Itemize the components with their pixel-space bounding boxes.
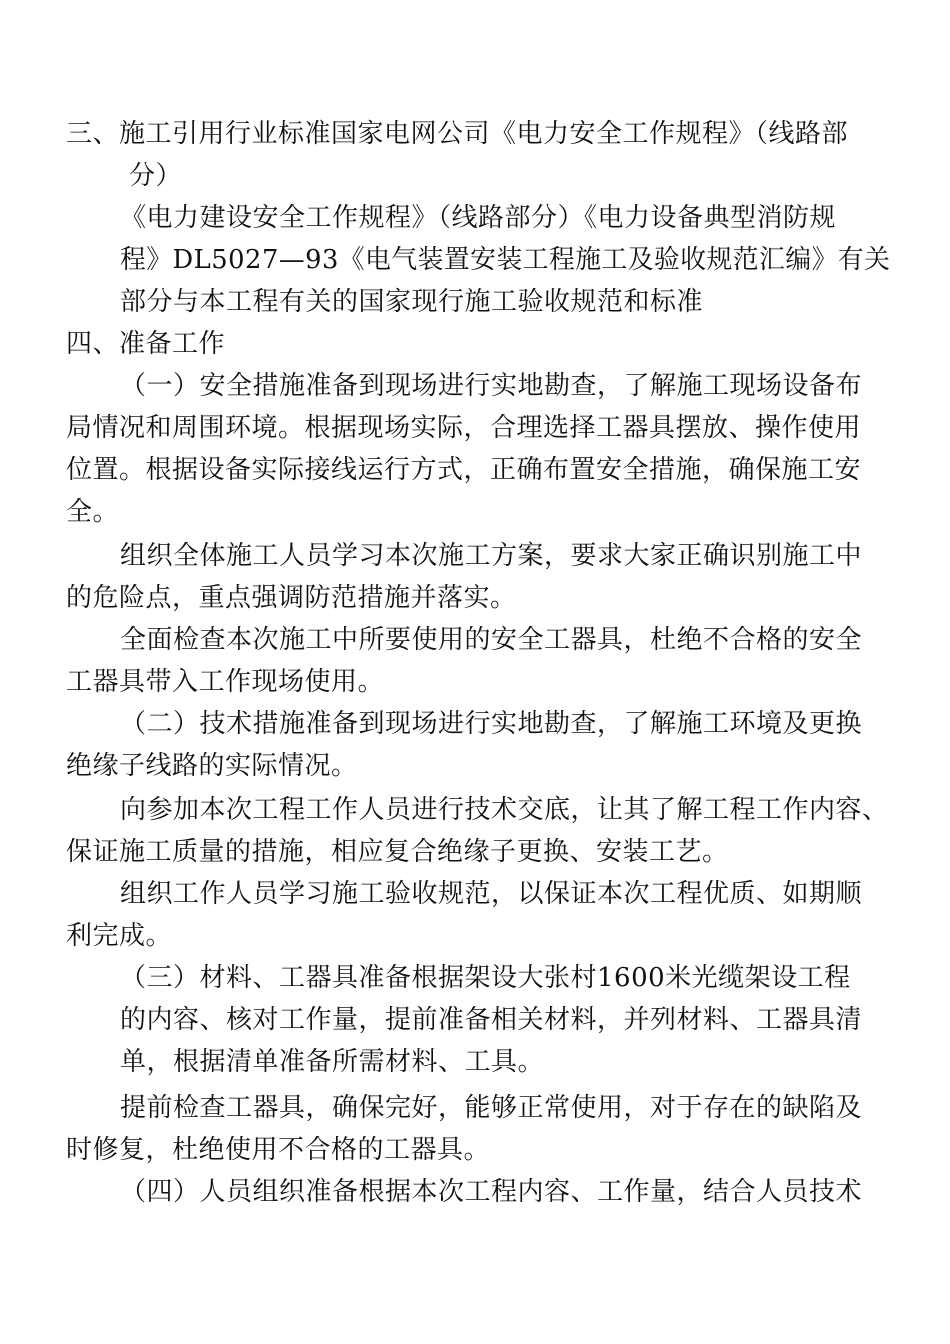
line-3: 《电力建设安全工作规程》（线路部分）《电力设备典型消防规 — [120, 203, 837, 233]
line-17: 向参加本次工程工作人员进行技术交底，让其了解工程工作内容、 — [120, 795, 889, 825]
line-9: 位置。根据设备实际接线运行方式，正确布置安全措施，确保施工安 — [66, 455, 862, 485]
line-23: 单，根据清单准备所需材料、工具。 — [120, 1047, 545, 1077]
line-7: （一）安全措施准备到现场进行实地勘查，了解施工现场设备布 — [120, 371, 863, 401]
line-10: 全。 — [66, 497, 120, 527]
line-25: 时修复，杜绝使用不合格的工器具。 — [66, 1135, 491, 1165]
line-14: 工器具带入工作现场使用。 — [66, 667, 385, 697]
line-16: 绝缘子线路的实际情况。 — [66, 751, 358, 781]
line-15: （二）技术措施准备到现场进行实地勘查，了解施工环境及更换 — [120, 709, 863, 739]
line-1: 三、施工引用行业标准国家电网公司《电力安全工作规程》（线路部 — [66, 119, 849, 149]
line-11: 组织全体施工人员学习本次施工方案，要求大家正确识别施工中 — [120, 541, 863, 571]
line-26: （四）人员组织准备根据本次工程内容、工作量，结合人员技术 — [120, 1177, 863, 1207]
line-12: 的危险点，重点强调防范措施并落实。 — [66, 583, 517, 613]
line-6: 四、准备工作 — [66, 329, 226, 359]
line-22: 的内容、核对工作量，提前准备相关材料，并列材料、工器具清 — [120, 1005, 863, 1035]
line-20: 利完成。 — [66, 921, 173, 951]
line-8: 局情况和周围环境。根据现场实际，合理选择工器具摆放、操作使用 — [66, 413, 862, 443]
line-2: 分） — [129, 161, 183, 191]
line-13: 全面检查本次施工中所要使用的安全工器具，杜绝不合格的安全 — [120, 625, 863, 655]
line-24: 提前检查工器具，确保完好，能够正常使用，对于存在的缺陷及 — [120, 1093, 863, 1123]
line-21: （三）材料、工器具准备根据架设大张村1600米光缆架设工程 — [120, 963, 851, 993]
line-5: 部分与本工程有关的国家现行施工验收规范和标准 — [120, 287, 704, 317]
line-4: 程》DL5027—93《电气装置安装工程施工及验收规范汇编》有关 — [120, 245, 891, 275]
line-19: 组织工作人员学习施工验收规范，以保证本次工程优质、如期顺 — [120, 879, 863, 909]
line-18: 保证施工质量的措施，相应复合绝缘子更换、安装工艺。 — [66, 837, 729, 867]
